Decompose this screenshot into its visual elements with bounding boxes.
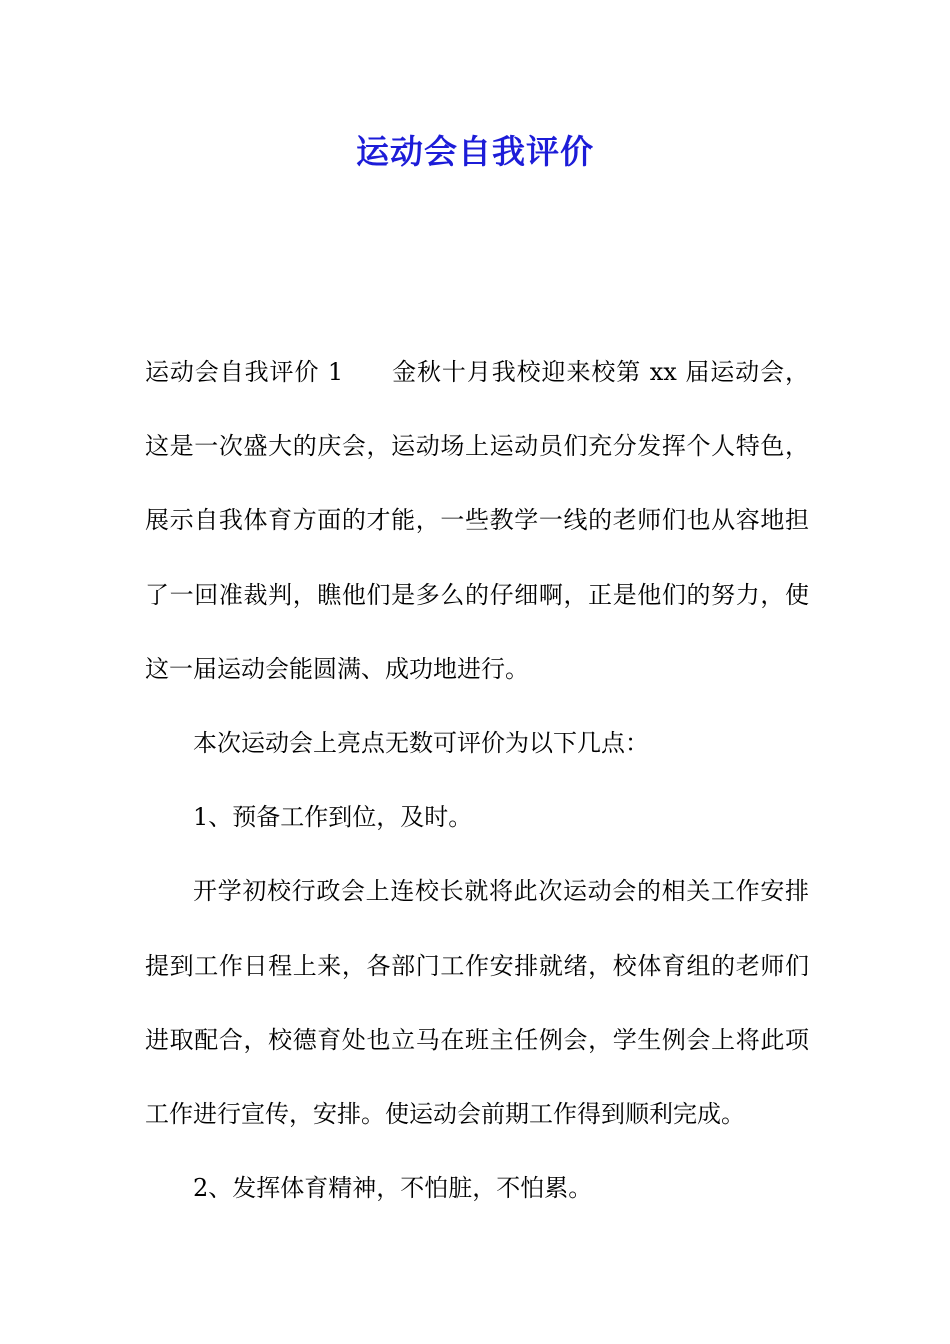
document-title: 运动会自我评价 [356, 132, 594, 171]
paragraph-1-lead: 运动会自我评价 1 [145, 358, 344, 386]
document-body [145, 335, 809, 1225]
paragraph-3: 1、预备工作到位，及时。 [193, 803, 473, 832]
paragraph-2: 本次运动会上亮点无数可评价为以下几点： [193, 729, 649, 758]
paragraph-4: 开学初校行政会上连校长就将此次运动会的相关工作安排提到工作日程上来，各部门工作安排就绪，校体育组的老师们进取配合，校德育处也立马在班主任例会，学生例会上将此项工作进行宣传，安排。使运动会前期工作得到顺利完成。 [145, 877, 809, 1129]
paragraph-1-text: 金秋十月我校迎来校第 xx 届运动会，这是一次盛大的庆会，运动场上运动员们充分发挥个人特色，展示自我体育方面的才能，一些教学一线的老师们也从容地担了一回准裁判，瞧他们是多么的仔细啊，正是他们的努力，使这一届运动会能圆满、成功地进行。 [145, 358, 809, 683]
paragraph-5: 2、发挥体育精神，不怕脏，不怕累。 [193, 1174, 593, 1203]
paragraph-1 [145, 335, 809, 706]
